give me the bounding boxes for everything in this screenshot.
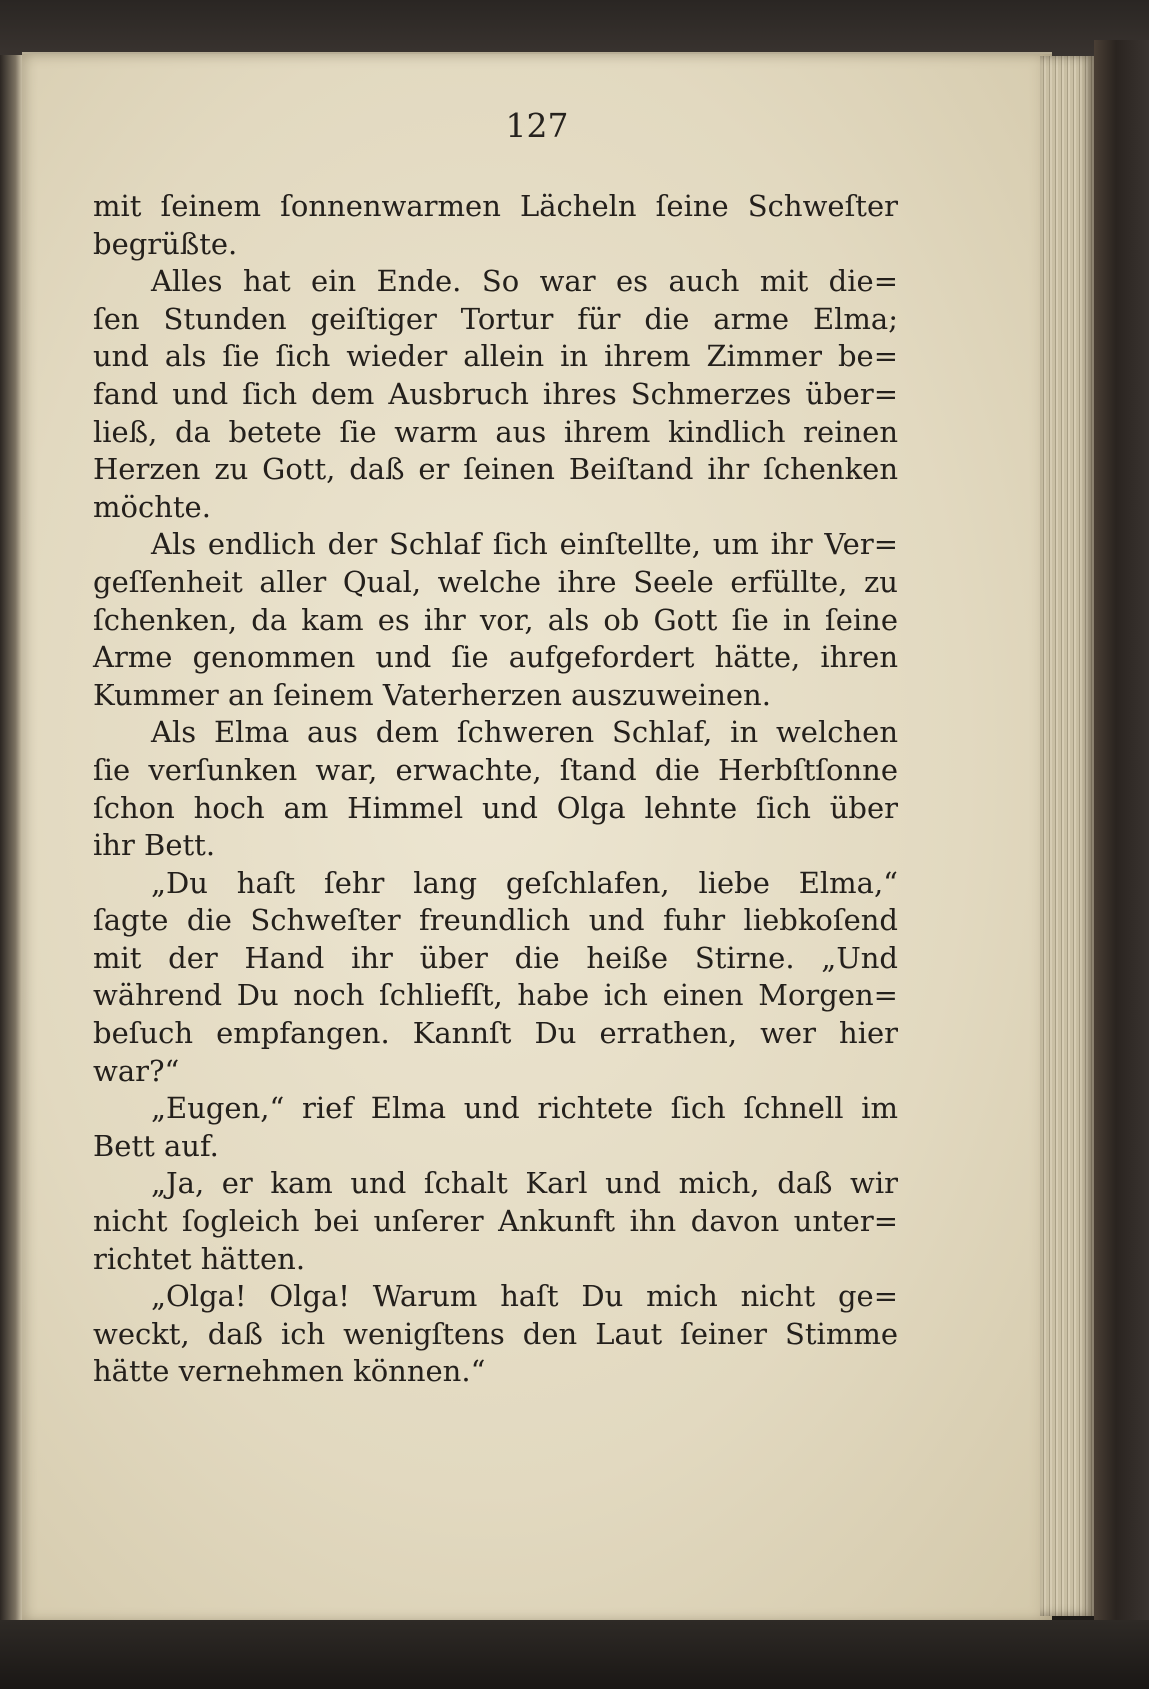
text-line: ſchenken, da kam es ihr vor, als ob Gott ſie in ſeine [93, 602, 898, 637]
text-line: ſagte die Schweſter freundlich und fuhr liebkoſend [93, 903, 898, 938]
text-line: Alles hat ein Ende. So war es auch mit die= [151, 264, 898, 299]
text-line: Als endlich der Schlaf ſich einſtellte, um ihr Ver= [151, 527, 898, 562]
text-line: während Du noch ſchliefſt, habe ich einen Morgen= [93, 978, 898, 1013]
page-number: 127 [505, 106, 569, 145]
text-line: Als Elma aus dem ſchweren Schlaf, in welchen [151, 715, 898, 750]
text-line: war?“ [93, 1053, 180, 1088]
text-line: hätte vernehmen können.“ [93, 1354, 486, 1389]
book-cover-right [1094, 40, 1149, 1620]
text-line: Arme genommen und ſie aufgefordert hätte, ihren [93, 640, 898, 675]
text-line: ihr Bett. [93, 828, 216, 863]
text-line: ſie verſunken war, erwachte, ſtand die Herbſtſonne [93, 752, 898, 787]
text-line: Herzen zu Gott, daß er ſeinen Beiſtand ihr ſchenken [93, 452, 898, 487]
text-line: Bett auf. [93, 1128, 219, 1163]
text-line: richtet hätten. [93, 1241, 306, 1276]
text-line: und als ſie ſich wieder allein in ihrem Zimmer be= [93, 339, 898, 374]
text-line: fand und ſich dem Ausbruch ihres Schmerzes über= [93, 376, 898, 411]
text-line: ſen Stunden geiſtiger Tortur für die arme Elma; [93, 301, 898, 336]
page-stack-edge [1040, 56, 1094, 1616]
text-line: ließ, da betete ſie warm aus ihrem kindlich reinen [93, 414, 898, 449]
text-line: geſſenheit aller Qual, welche ihre Seele erfüllte, zu [93, 564, 898, 599]
text-line: Kummer an ſeinem Vaterherzen auszuweinen. [93, 677, 771, 712]
body-text [93, 188, 898, 1391]
book-cover-top [0, 0, 1149, 60]
text-line: begrüßte. [93, 226, 238, 261]
text-line: „Olga! Olga! Warum haſt Du mich nicht ge= [151, 1279, 898, 1314]
text-line: beſuch empfangen. Kannſt Du errathen, wer hier [93, 1016, 898, 1051]
text-line: nicht ſogleich bei unſerer Ankunft ihn davon unter= [93, 1204, 898, 1239]
text-line: „Ja, er kam und ſchalt Karl und mich, daß wir [151, 1166, 898, 1201]
text-line: möchte. [93, 489, 211, 524]
text-line: „Du haſt ſehr lang geſchlafen, liebe Elma,“ [151, 865, 898, 900]
book-spine [0, 55, 22, 1620]
text-line: mit der Hand ihr über die heiße Stirne. „Und [93, 940, 898, 975]
book-cover-bottom [0, 1620, 1149, 1689]
text-line: mit ſeinem ſonnenwarmen Lächeln ſeine Schweſter [93, 189, 898, 223]
text-line: ſchon hoch am Himmel und Olga lehnte ſich über [93, 790, 898, 825]
text-line: „Eugen,“ rief Elma und richtete ſich ſchnell im [151, 1091, 898, 1126]
text-line: weckt, daß ich wenigſtens den Laut ſeiner Stimme [93, 1316, 898, 1351]
